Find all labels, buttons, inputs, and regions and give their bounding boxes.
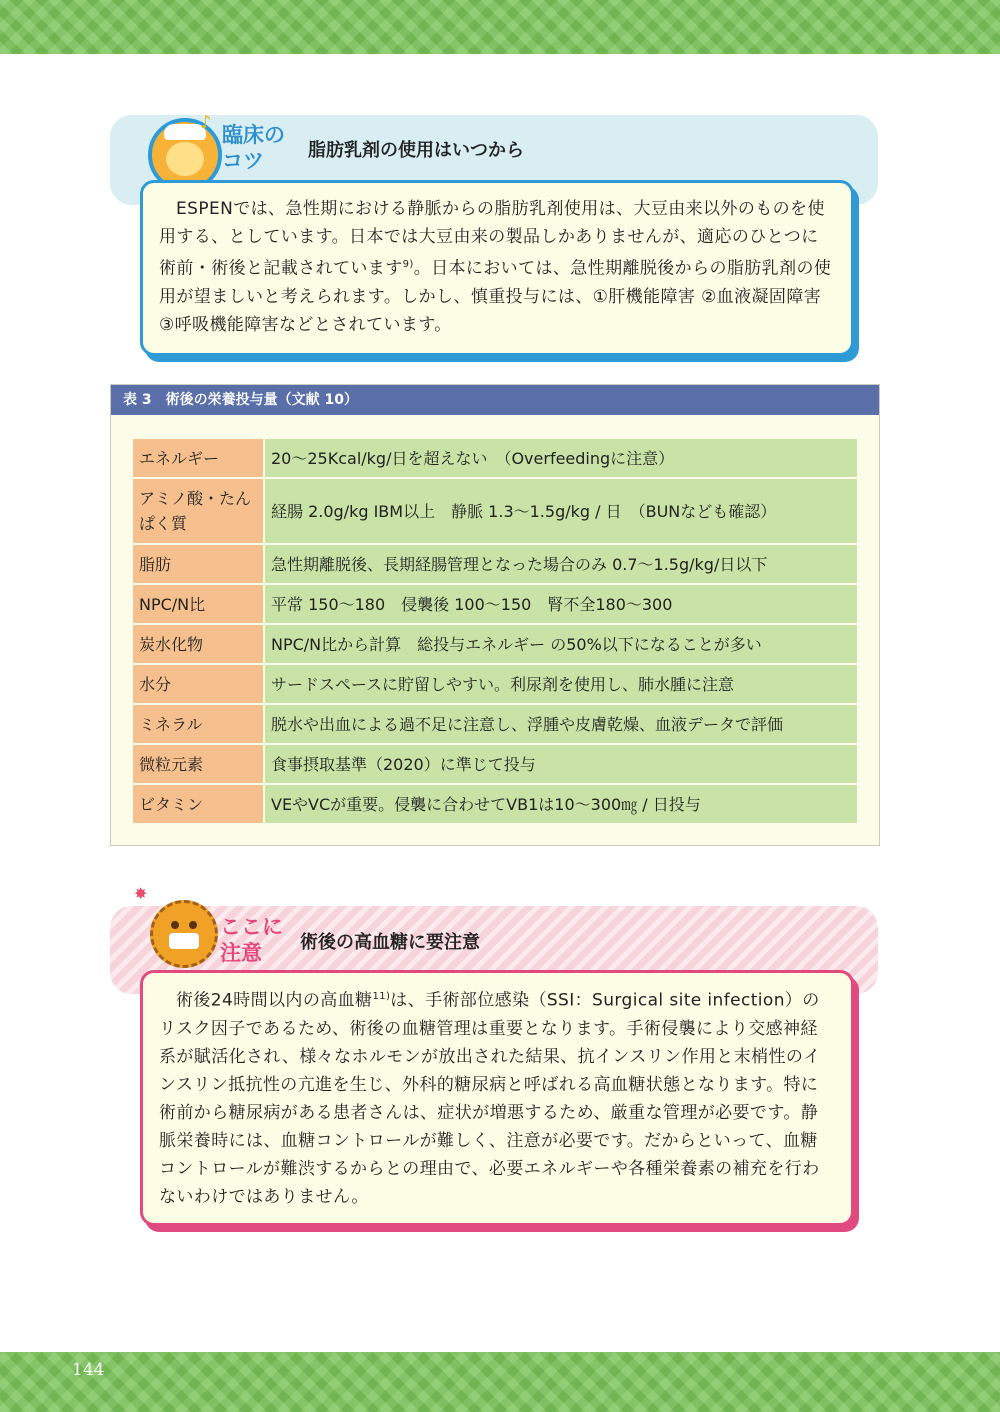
- mascot-face-shape: [166, 142, 204, 176]
- row-key: NPC/N比: [133, 585, 263, 623]
- table-row: [133, 745, 857, 783]
- warning-body: [140, 970, 854, 1226]
- alert-burst-icon: ✸: [134, 884, 148, 903]
- row-value: 食事摂取基準（2020）に準じて投与: [265, 745, 857, 783]
- table-row: [133, 665, 857, 703]
- table-row: [133, 785, 857, 823]
- table-caption: 表 3 術後の栄養投与量（文献 10）: [111, 385, 879, 415]
- nutrition-table: [131, 437, 859, 825]
- row-key: 脂肪: [133, 545, 263, 583]
- music-note-icon: ♪: [200, 112, 212, 133]
- tip-body-text: ESPENでは、急性期における静脈からの脂肪乳剤使用は、大豆由来以外のものを使用する、としています。日本では大豆由来の製品しかありませんが、適応のひとつに術前・術後と記載されています: [159, 199, 825, 279]
- table-row: [133, 545, 857, 583]
- row-value: 20～25Kcal/kg/日を超えない （Overfeedingに注意）: [265, 439, 857, 477]
- mascot-mouth-shape: [169, 933, 199, 949]
- reference-mark: 11): [372, 991, 391, 1002]
- tip-body: [140, 180, 854, 356]
- table-row: [133, 585, 857, 623]
- row-value: サードスペースに貯留しやすい。利尿剤を使用し、肺水腫に注意: [265, 665, 857, 703]
- row-value: VEやVCが重要。侵襲に合わせてVB1は10～300㎎ / 日投与: [265, 785, 857, 823]
- warning-body-text: 術後24時間以内の高血糖: [176, 990, 373, 1011]
- table-row: [133, 625, 857, 663]
- row-value: 脱水や出血による過不足に注意し、浮腫や皮膚乾燥、血液データで評価: [265, 705, 857, 743]
- table-row: [133, 479, 857, 543]
- row-key: ビタミン: [133, 785, 263, 823]
- bottom-decorative-band: [0, 1352, 1000, 1412]
- warning-label: ここに注意: [220, 915, 283, 965]
- alarm-mascot-icon: [150, 900, 218, 968]
- row-key: 炭水化物: [133, 625, 263, 663]
- row-key: アミノ酸・たんぱく質: [133, 479, 263, 543]
- mascot-eye-shape: [189, 921, 197, 929]
- page-number: 144: [72, 1360, 105, 1380]
- tip-label: 臨床のコツ: [222, 123, 285, 173]
- row-value: 平常 150～180 侵襲後 100～150 腎不全180～300: [265, 585, 857, 623]
- table-row: [133, 439, 857, 477]
- row-key: 微粒元素: [133, 745, 263, 783]
- row-key: 水分: [133, 665, 263, 703]
- row-value: 急性期離脱後、長期経腸管理となった場合のみ 0.7～1.5g/kg/日以下: [265, 545, 857, 583]
- row-value: 経腸 2.0g/kg IBM以上 静脈 1.3～1.5g/kg / 日 （BUNなども確認）: [265, 479, 857, 543]
- table-row: [133, 705, 857, 743]
- warning-body-text: は、手術部位感染（SSI：Surgical site infection）のリスク因子であるため、術後の血糖管理は重要となります。手術侵襲により交感神経系が賦活化され、様々なホルモンが放出された結果、抗インスリン作用と末梢性のインスリン抵抗性の亢進を生じ、外科的糖尿病と呼ばれる高血糖状態となります。特に術前から糖尿病がある患者さんは、症状が増悪するため、厳重な管理が必要です。静脈栄養時には、血糖コントロールが難しく、注意が必要です。だからといって、血糖コントロールが難渋するからとの理由で、必要エネルギーや各種栄養素の補充を行わないわけではありません。: [159, 990, 821, 1207]
- tip-body-text: 。日本においては、急性期離脱後からの脂肪乳剤の使用が望ましいと考えられます。しかし、慎重投与には、①肝機能障害 ②血液凝固障害 ③呼吸機能障害などとされています。: [159, 258, 832, 335]
- mascot-eye-shape: [171, 921, 179, 929]
- top-decorative-band: [0, 0, 1000, 54]
- nutrition-table-panel: [110, 384, 880, 846]
- row-key: エネルギー: [133, 439, 263, 477]
- row-key: ミネラル: [133, 705, 263, 743]
- reference-mark: 9): [402, 259, 414, 270]
- row-value: NPC/N比から計算 総投与エネルギー の50%以下になることが多い: [265, 625, 857, 663]
- warning-title: 術後の高血糖に要注意: [300, 932, 480, 953]
- tip-title: 脂肪乳剤の使用はいつから: [308, 140, 524, 161]
